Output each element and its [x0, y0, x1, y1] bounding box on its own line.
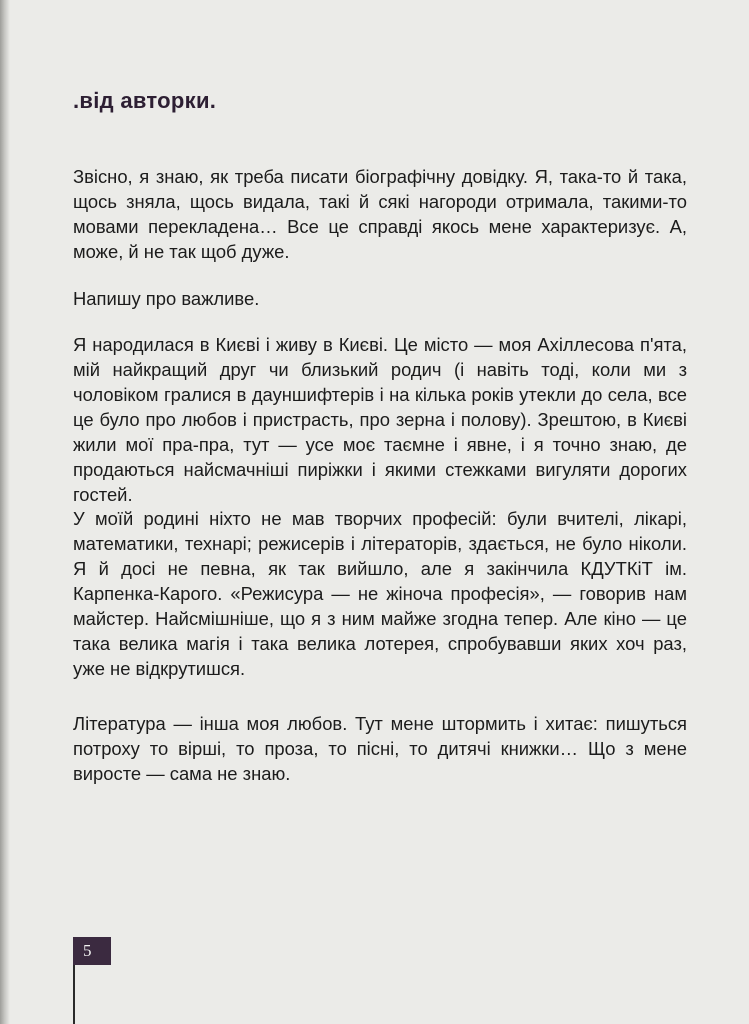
page-edge-shadow	[0, 0, 10, 1024]
paragraph-family: У моїй родині ніхто не мав творчих професій: були вчителі, лікарі, математики, технарі; режисерів і літераторів, здається, не було ніколи. Я й досі не певна, як так вийшло, але я закінчила КДУТКіТ ім. Карпенка-Карого. «Режисура — не жіноча професія», — говорив нам майстер. Найсмішніше, що я з ним майже згодна тепер. Але кіно — це така велика магія і така велика лотерея, спробувавши яких хоч раз, уже не відкрутишся.	[73, 508, 687, 679]
paragraph-kyiv: Я народилася в Києві і живу в Києві. Це місто — моя Ахіллесова п'ята, мій найкращий друг чи близький родич (і навіть тоді, коли ми з чоловіком гралися в дауншифтерів і на кілька років утекли до села, все це було про любов і пристрасть, про зерна і полову). Зрештою, в Києві жили мої пра-пра, тут — усе моє таємне і явне, і я точно знаю, де продаються найсмачніші пиріжки і якими стежками вигуляти дорогих гостей.	[73, 334, 687, 505]
section-heading: .від авторки.	[73, 88, 217, 113]
paragraph-important: Напишу про важливе.	[73, 288, 260, 309]
margin-rule	[73, 965, 75, 1024]
paragraph-literature: Література — інша моя любов. Тут мене штормить і хитає: пишуться потроху то вірші, то проза, то пісні, то дитячі книжки… Що з мене виросте — сама не знаю.	[73, 713, 687, 784]
page-number: 5	[83, 941, 92, 960]
paragraph-intro: Звісно, я знаю, як треба писати біографічну довідку. Я, така-то й така, щось зняла, щось видала, такі й сякі нагороди отримала, такими-то мовами перекладена… Все це справді якось мене характеризує. А, може, й не так щоб дуже.	[73, 166, 687, 262]
page-number-box	[73, 937, 111, 965]
